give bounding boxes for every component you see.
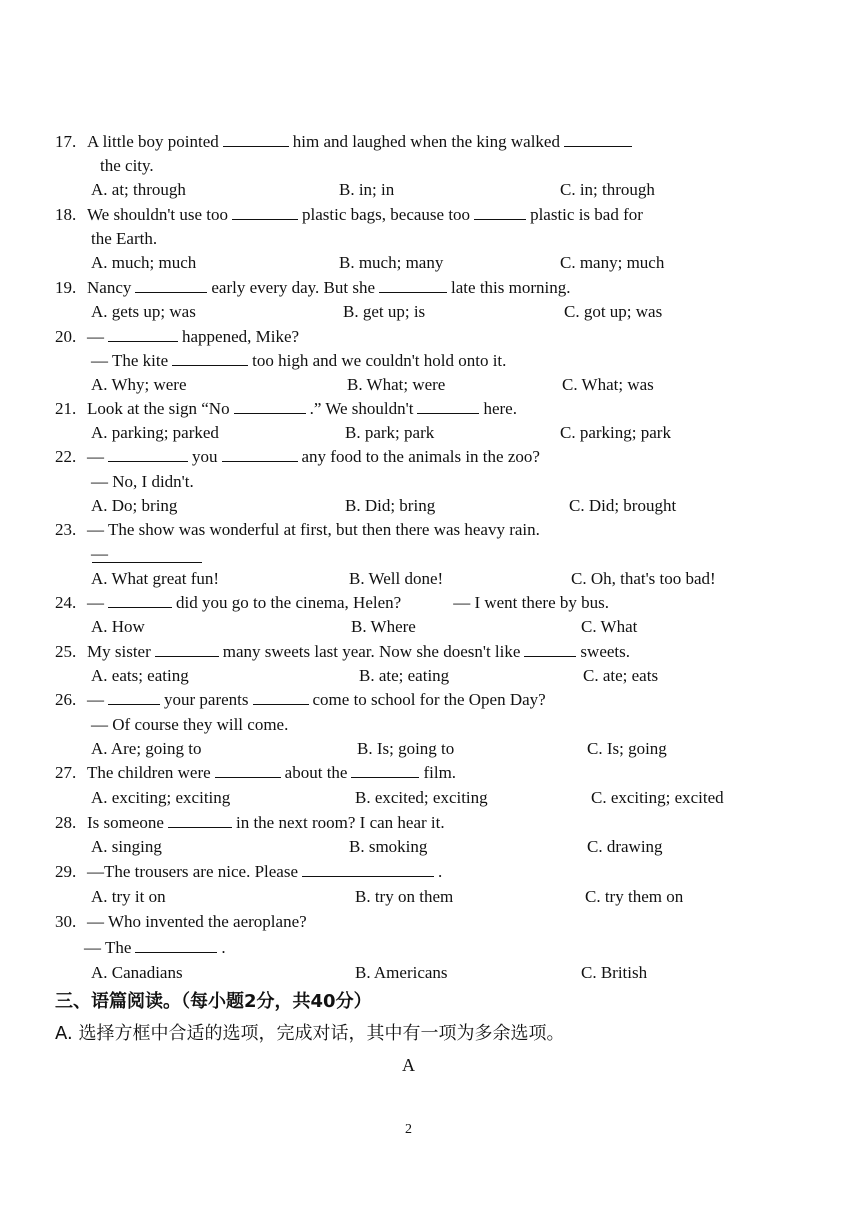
question-28: 28. Is someone in the next room? I can hear it. (55, 813, 445, 832)
option-b: B. Where (351, 617, 416, 636)
option-c: C. got up; was (564, 302, 663, 321)
question-29: 29. —The trousers are nice. Please . (55, 862, 443, 881)
option-c: C. Oh, that's too bad! (571, 569, 716, 588)
question-30: 30. — Who invented the aeroplane? (55, 912, 307, 931)
option-a: A. exciting; exciting (91, 788, 231, 807)
option-c: C. in; through (560, 180, 655, 199)
option-b: B. in; in (339, 180, 395, 199)
option-a: A. parking; parked (91, 423, 219, 442)
question-26: 26. — your parents come to school for the Open Day? (55, 690, 546, 709)
option-c: C. British (581, 963, 648, 982)
answer-blank (168, 811, 232, 828)
answer-blank (108, 445, 188, 462)
section-instruction: A. 选择方框中合适的选项，完成对话，其中有一项为多余选项。 (55, 1023, 565, 1044)
option-b: B. ate; eating (359, 666, 450, 685)
answer-blank (135, 936, 217, 953)
dialogue-line: — The kite too high and we couldn't hold onto it. (91, 351, 507, 370)
option-a: A. Are; going to (91, 739, 202, 758)
option-b: B. get up; is (343, 302, 426, 321)
option-b: B. smoking (349, 837, 428, 856)
option-c: C. Did; brought (569, 496, 677, 515)
option-b: B. Did; bring (345, 496, 436, 515)
question-19: 19. Nancy early every day. But she late this morning. (55, 278, 571, 297)
option-b: B. try on them (355, 887, 454, 906)
question-24: 24. — did you go to the cinema, Helen? — I went there by bus. (55, 593, 609, 612)
question-20: 20. — happened, Mike? (55, 327, 300, 346)
option-a: A. gets up; was (91, 302, 196, 321)
dialogue-line: — Of course they will come. (91, 715, 289, 734)
answer-blank (302, 860, 434, 877)
question-continuation: the city. (100, 156, 154, 175)
option-c: C. Is; going (587, 739, 667, 758)
answer-blank (232, 203, 298, 220)
option-b: B. excited; exciting (355, 788, 488, 807)
answer-blank (564, 130, 632, 147)
passage-label: A (402, 1055, 415, 1075)
answer-blank (172, 349, 248, 366)
option-b: B. Americans (355, 963, 448, 982)
answer-blank (379, 276, 447, 293)
option-c: C. What (581, 617, 638, 636)
answer-blank (524, 640, 576, 657)
page-number: 2 (405, 1122, 412, 1137)
question-27: 27. The children were about the film. (55, 763, 457, 782)
option-c: C. try them on (585, 887, 684, 906)
option-c: C. ate; eats (583, 666, 659, 685)
answer-blank (135, 276, 207, 293)
option-b: B. park; park (345, 423, 435, 442)
answer-blank (215, 761, 281, 778)
answer-blank (222, 445, 298, 462)
option-a: A. Do; bring (91, 496, 178, 515)
answer-blank (155, 640, 219, 657)
question-continuation: the Earth. (91, 229, 158, 248)
dialogue-line: — No, I didn't. (91, 472, 194, 491)
option-c: C. drawing (587, 837, 663, 856)
option-a: A. much; much (91, 253, 197, 272)
answer-blank (108, 325, 178, 342)
question-17: 17. A little boy pointed him and laughed when the king walked (55, 130, 815, 154)
answer-blank (351, 761, 419, 778)
dialogue-line: — (91, 544, 108, 563)
question-23: 23. — The show was wonderful at first, but then there was heavy rain. (55, 520, 540, 539)
answer-blank (417, 397, 479, 414)
option-c: C. exciting; excited (591, 788, 724, 807)
question-21: 21. Look at the sign “No .” We shouldn't here. (55, 399, 517, 418)
answer-blank (234, 397, 306, 414)
answer-blank (92, 562, 202, 563)
dialogue-line: — The . (84, 938, 226, 957)
answer-blank (108, 688, 160, 705)
option-b: B. Well done! (349, 569, 444, 588)
option-b: B. much; many (339, 253, 444, 272)
option-a: A. eats; eating (91, 666, 189, 685)
option-c: C. What; was (562, 375, 654, 394)
answer-blank (108, 591, 172, 608)
question-25: 25. My sister many sweets last year. Now she doesn't like sweets. (55, 642, 630, 661)
answer-blank (253, 688, 309, 705)
option-a: A. singing (91, 837, 162, 856)
option-c: C. parking; park (560, 423, 671, 442)
question-18: 18. We shouldn't use too plastic bags, because too plastic is bad for (55, 205, 643, 224)
option-a: A. Canadians (91, 963, 183, 982)
question-22: 22. — you any food to the animals in the zoo? (55, 447, 540, 466)
option-a: A. at; through (91, 180, 186, 199)
option-a: A. How (91, 617, 145, 636)
option-a: A. try it on (91, 887, 166, 906)
section-title: 三、语篇阅读。（每小题2分，共40分） (55, 991, 372, 1012)
option-a: A. Why; were (91, 375, 187, 394)
option-c: C. many; much (560, 253, 665, 272)
option-b: B. What; were (347, 375, 446, 394)
answer-blank (223, 130, 289, 147)
option-b: B. Is; going to (357, 739, 455, 758)
option-a: A. What great fun! (91, 569, 220, 588)
answer-blank (474, 203, 526, 220)
